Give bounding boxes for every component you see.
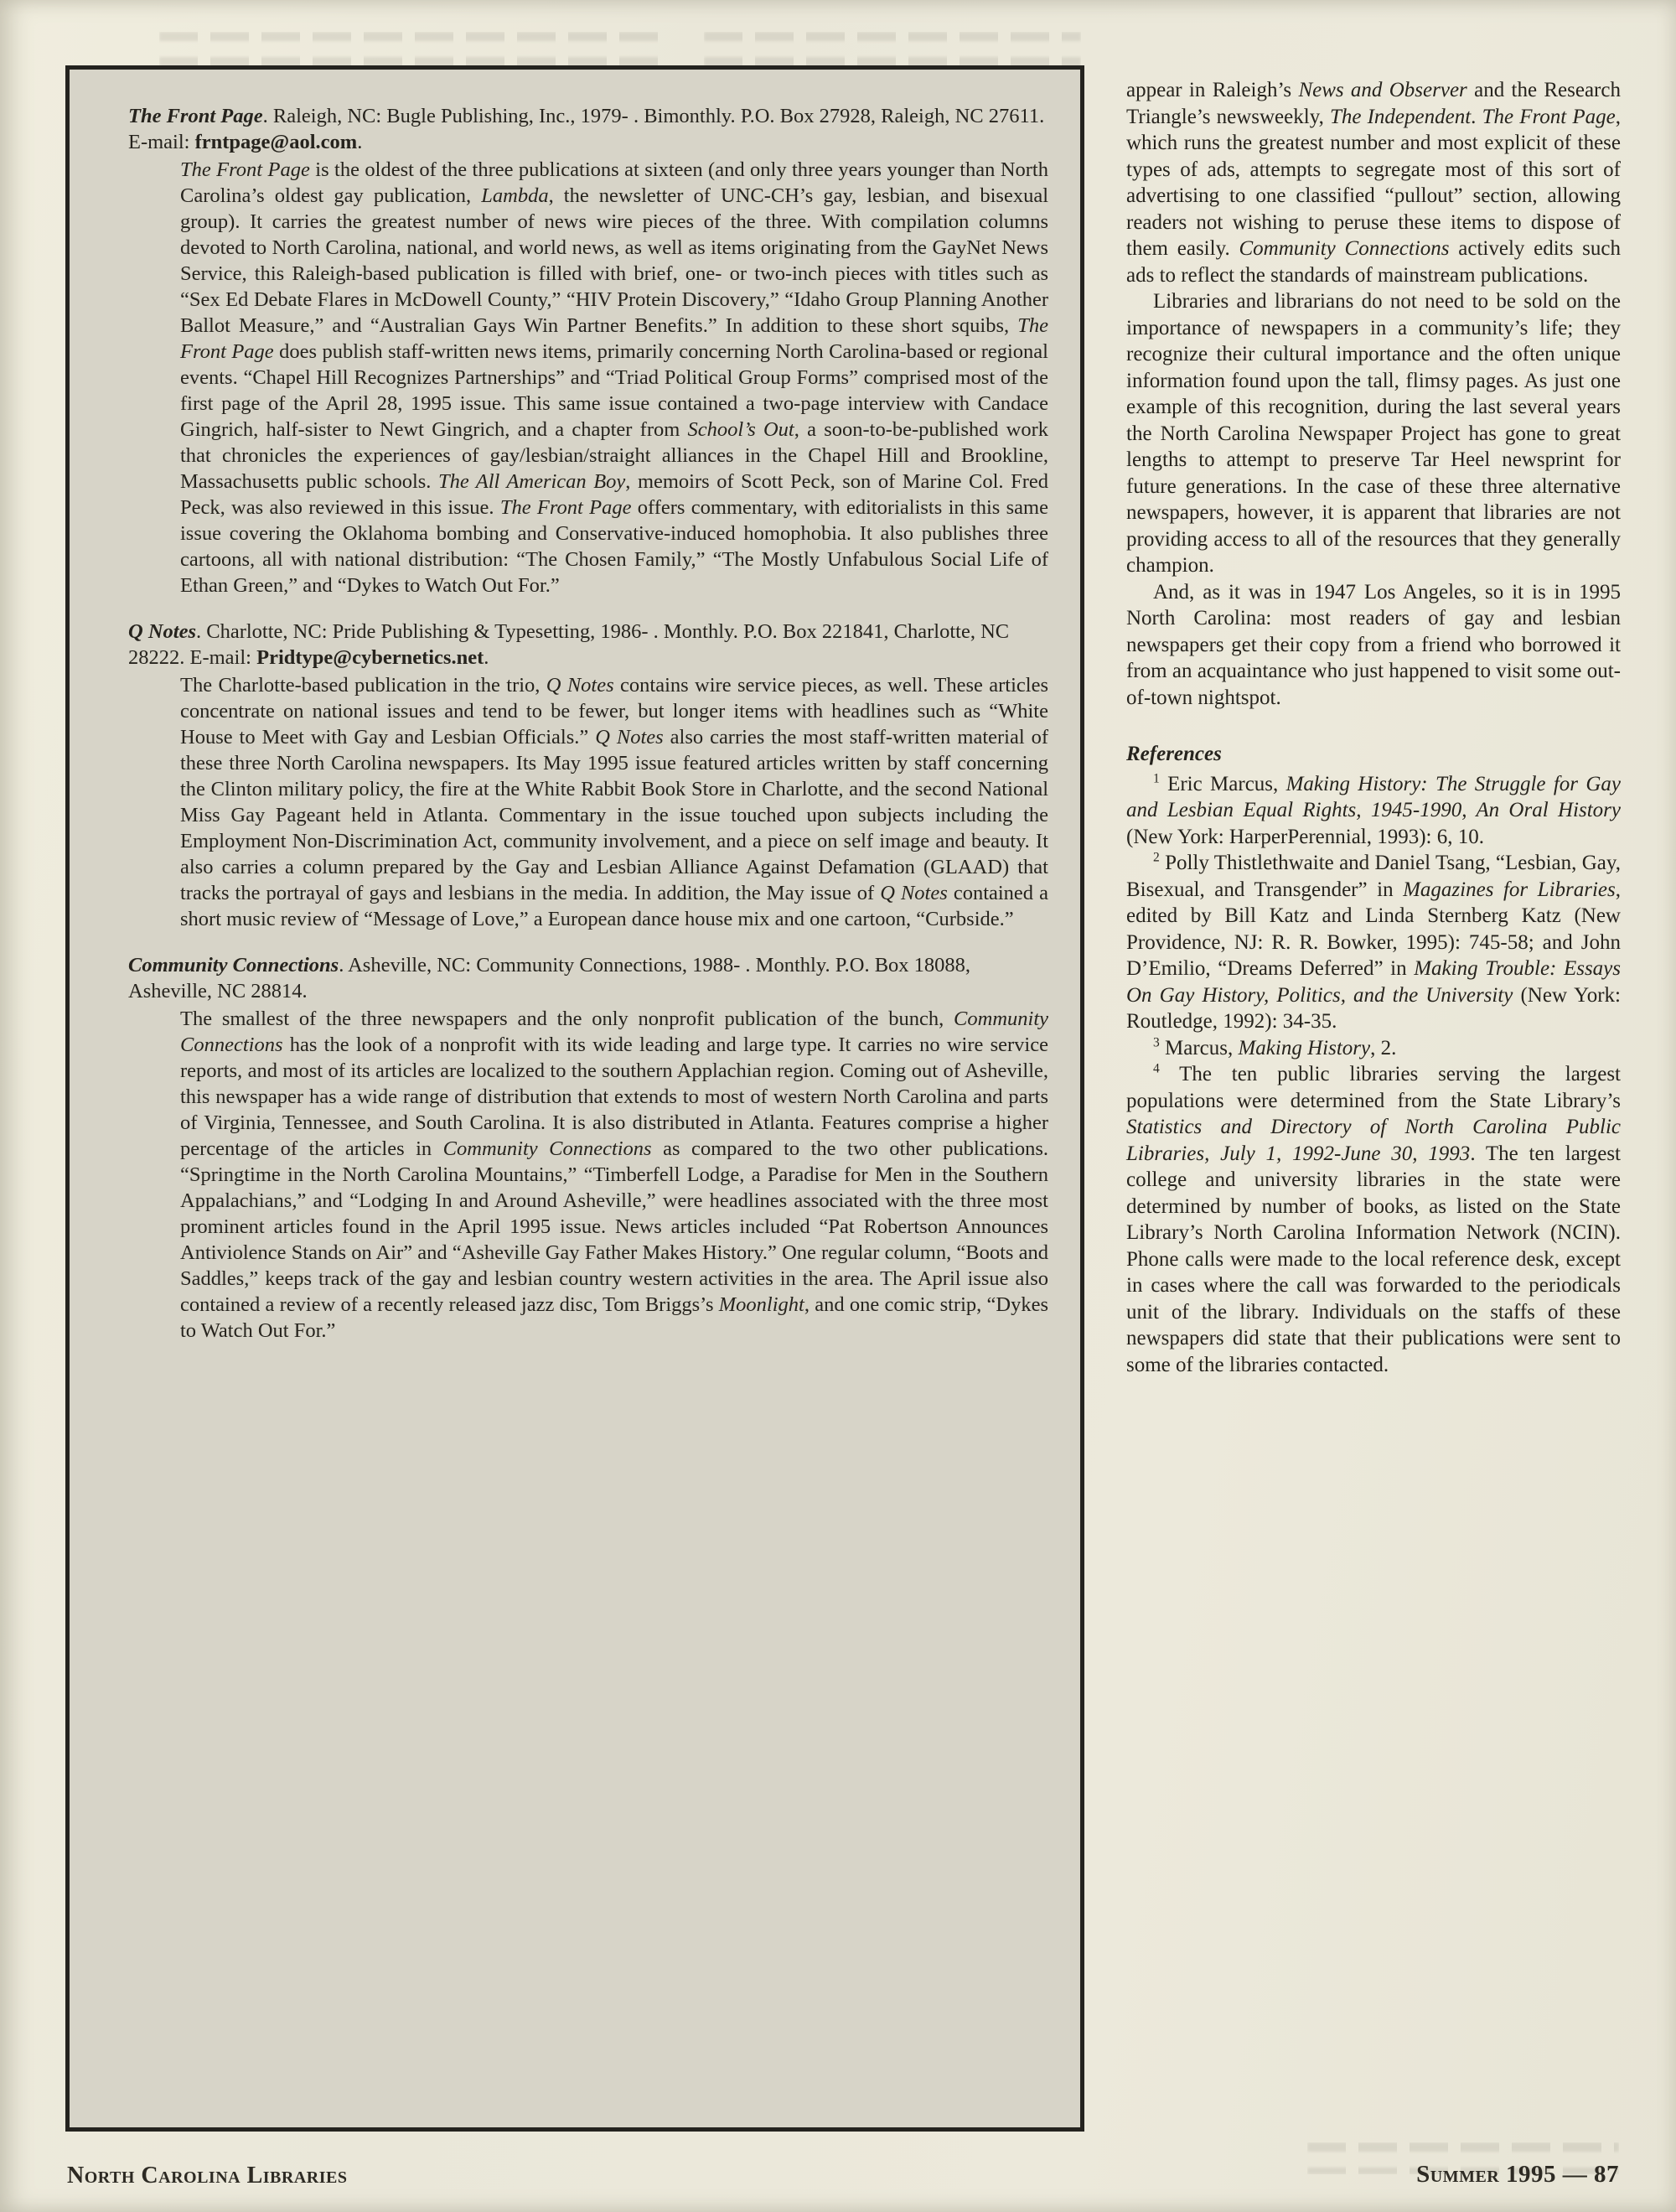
references-heading: References (1126, 743, 1222, 765)
issue-page-number: Summer 1995 — 87 (1416, 2161, 1619, 2188)
reference-item: $^4$ The ten public libraries serving the largest populations were determined from the State Library’s Statistics and Directory of North Carolina Public Libraries, July 1, 1992-June 30, 1993. The ten largest college and university libraries in the state were determined by number of books, as listed on the State Library’s North Carolina Information Network (NCIN). Phone calls were made to the local reference desk, except in cases where the call was forwarded to the periodicals unit of the library. Individuals on the staffs of these newspapers did state that their publications were sent to some of the libraries contacted. (1126, 1061, 1621, 1376)
reference-item: $^3$ Marcus, Making History, 2. (1153, 1035, 1397, 1059)
body-paragraph: Libraries and librarians do not need to be sold on the importance of newspapers in a community’s life; they recognize their cultural importance and the often unique information found upon the tall, flimsy pages. As just one example of this recognition, during the last several years the North Carolina Newspaper Project has gone to great lengths to attempt to preserve Tar Heel newsprint for future generations. In the case of these three alternative newspapers, however, it is apparent that libraries are not providing access to all of the resources that they generally champion. (1126, 290, 1621, 577)
entry-review-community-connections: The smallest of the three newspapers and the only nonprofit publication of the bunch, Community Connections has the look of a nonprofit with its wide leading and large type. It carries no wire service reports, and most of its articles are localized to the southern Applachian region. Coming out of Asheville, this newspaper has a wide range of distribution that extends to most of western North Carolina and parts of Virginia, Tennessee, and South Carolina. It is also distributed in Atlanta. Features comprise a higher percentage of the articles in Community Connections as compared to the two other publications. “Springtime in the North Carolina Mountains,” “Timberfell Lodge, a Paradise for Men in the Southern Appalachians,” and “Lodging In and Around Asheville,” were headlines associated with the three most prominent articles found in the April 1995 issue. News articles included “Pat Robertson Announces Antiviolence Stands on Air” and “Asheville Gay Father Makes History.” One regular column, “Boots and Saddles,” keeps track of the gay and lesbian country western activities in the area. The April issue also contained a review of a recently released jazz disc, Tom Briggs’s Moonlight, and one comic strip, “Dykes to Watch Out For.” (180, 1008, 1048, 1342)
article-right-column (1126, 77, 1621, 1378)
entry-the-front-page (128, 103, 1048, 598)
body-paragraph: appear in Raleigh’s News and Observer and the Research Triangle’s newsweekly, The Independent. The Front Page, which runs the greatest number and most explicit of these types of ads, attempts to segregate most of this sort of advertising to one classified “pullout” section, allowing readers not wishing to peruse these items to dispose of them easily. Community Connections actively edits such ads to reflect the standards of mainstream publications. (1126, 79, 1621, 287)
entry-community-connections (128, 952, 1048, 1344)
reference-item: $^1$ Eric Marcus, Making History: The Struggle for Gay and Lesbian Equal Rights, 1945-1990, An Oral History (New York: HarperPerennial, 1993): 6, 10. (1126, 771, 1621, 848)
entry-review-front-page: The Front Page is the oldest of the three publications at sixteen (and only three years younger than North Carolina’s oldest gay publication, Lambda, the newsletter of UNC-CH’s gay, lesbian, and bisexual group). It carries the greatest number of news wire pieces of the three. With compilation columns devoted to North Carolina, national, and world news, as well as items originating from the GayNet News Service, this Raleigh-based publication is filled with brief, one- or two-inch pieces with titles such as “Sex Ed Debate Flares in McDowell County,” “HIV Protein Discovery,” “Idaho Group Planning Another Ballot Measure,” and “Australian Gays Win Partner Benefits.” In addition to these short squibs, The Front Page does publish staff-written news items, primarily concerning North Carolina-based or regional events. “Chapel Hill Recognizes Partnerships” and “Triad Political Group Forms” comprised most of the first page of the April 28, 1995 issue. This same issue contained a two-page interview with Candace Gingrich, half-sister to Newt Gingrich, and a chapter from School’s Out, a soon-to-be-published work that chronicles the experiences of gay/lesbian/straight alliances in the Chapel Hill and Brookline, Massachusetts public schools. The All American Boy, memoirs of Scott Peck, son of Marine Col. Fred Peck, was also reviewed in this issue. The Front Page offers commentary, with editorialists in this same issue covering the Oklahoma bombing and Conservative-induced homophobia. It also publishes three cartoons, all with national distribution: “The Chosen Family,” “The Mostly Unfabulous Social Life of Ethan Green,” and “Dykes to Watch Out For.” (180, 158, 1049, 597)
entry-citation-community-connections: Community Connections. Asheville, NC: Community Connections, 1988- . Monthly. P.O. Box 18088, Asheville, NC 28814. (128, 954, 971, 1002)
reference-item: $^2$ Polly Thistlethwaite and Daniel Tsang, “Lesbian, Gay, Bisexual, and Transgender” in Magazines for Libraries, edited by Bill Katz and Linda Sternberg Katz (New Providence, NJ: R. R. Bowker, 1995): 745-58; and John D’Emilio, “Dreams Deferred” in Making Trouble: Essays On Gay History, Politics, and the University (New York: Routledge, 1992): 34-35. (1126, 850, 1621, 1033)
entry-citation-q-notes: Q Notes. Charlotte, NC: Pride Publishing & Typesetting, 1986- . Monthly. P.O. Box 221841, Charlotte, NC 28222. E-mail: Pridtype@cybernetics.net. (128, 620, 1010, 669)
newspaper-reviews-box (65, 65, 1084, 2132)
journal-name: North Carolina Libraries (67, 2163, 348, 2189)
body-paragraph: And, as it was in 1947 Los Angeles, so it is in 1995 North Carolina: most readers of gay and lesbian newspapers get their copy from a friend who borrowed it from an acquaintance who just happened to visit some out-of-town nightspot. (1126, 580, 1621, 709)
entry-citation-front-page: The Front Page. Raleigh, NC: Bugle Publishing, Inc., 1979- . Bimonthly. P.O. Box 27928, Raleigh, NC 27611. E-mail: frntpage@aol.com. (128, 105, 1045, 153)
entry-review-q-notes: The Charlotte-based publication in the trio, Q Notes contains wire service pieces, as well. These articles concentrate on national issues and tend to be fewer, but longer items with headlines such as “White House to Meet with Gay and Lesbian Officials.” Q Notes also carries the most staff-written material of these three North Carolina newspapers. Its May 1995 issue featured articles written by staff concerning the Clinton military policy, the fire at the White Rabbit Book Store in Charlotte, and the second National Miss Gay Pageant held in Atlanta. Commentary in the issue touched upon subjects including the Employment Non-Discrimination Act, community involvement, and a piece on self image and beauty. It also carries a column prepared by the Gay and Lesbian Alliance Against Defamation (GLAAD) that tracks the portrayal of gays and lesbians in the media. In addition, the May issue of Q Notes contained a short music review of “Message of Love,” a European dance house mix and one cartoon, “Curbside.” (180, 674, 1049, 930)
entry-q-notes (128, 619, 1048, 932)
